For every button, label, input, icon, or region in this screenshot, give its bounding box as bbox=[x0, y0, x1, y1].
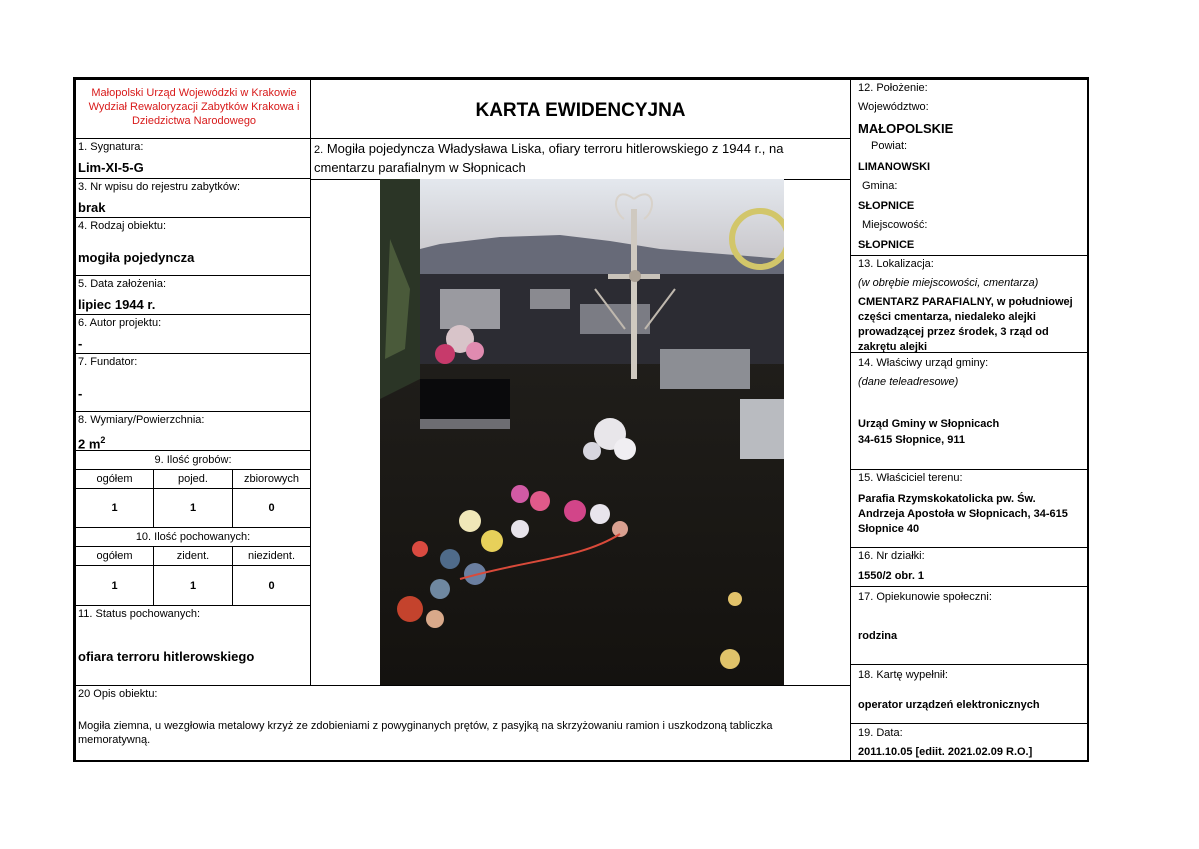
pochowani-value-2 bbox=[232, 565, 311, 606]
data-wypelnienia-cell bbox=[850, 723, 1089, 762]
groby-header-label: ogółem bbox=[96, 473, 133, 485]
status-cell bbox=[75, 605, 311, 686]
pochowani-header-label: ogółem bbox=[96, 550, 133, 562]
office-header-cell bbox=[75, 79, 311, 139]
polozenie-cell bbox=[850, 79, 1089, 256]
lokalizacja-hint: (w obrębie miejscowości, cmentarza) bbox=[858, 277, 1039, 289]
rejestr-cell bbox=[75, 178, 311, 218]
wojewodztwo-label: Województwo: bbox=[858, 101, 929, 113]
pochowani-value-1 bbox=[153, 565, 233, 606]
wlasciciel-value: Parafia Rzymskokatolicka pw. Św. Andrzeja Apostoła w Słopnicach, 34-615 Słopnice 40 bbox=[858, 493, 1068, 535]
polozenie-label: 12. Położenie: bbox=[858, 82, 928, 94]
powiat-value: LIMANOWSKI bbox=[858, 161, 931, 173]
lokalizacja-cell bbox=[850, 255, 1089, 353]
rejestr-label: 3. Nr wpisu do rejestru zabytków: bbox=[78, 181, 241, 193]
rodzaj-cell bbox=[75, 217, 311, 276]
grave-photo-image bbox=[380, 179, 784, 685]
urzad-cell bbox=[850, 352, 1089, 470]
lokalizacja-value: CMENTARZ PARAFIALNY, w południowej części cmentarza, niedaleko alejki prowadzącej przez środek, 3 rząd od zakrętu alejki bbox=[858, 296, 1073, 353]
sygnatura-value: Lim-XI-5-G bbox=[78, 160, 144, 175]
autor-value: - bbox=[78, 336, 83, 351]
opiekunowie-value: rodzina bbox=[858, 630, 898, 642]
groby-title-cell bbox=[75, 450, 311, 470]
urzad-label: 14. Właściwy urząd gminy: bbox=[858, 357, 989, 369]
lokalizacja-label: 13. Lokalizacja: bbox=[858, 258, 934, 270]
gmina-value: SŁOPNICE bbox=[858, 200, 915, 212]
dzialka-value: 1550/2 obr. 1 bbox=[858, 570, 925, 582]
data-wypelnienia-value: 2011.10.05 [ediit. 2021.02.09 R.O.] bbox=[858, 746, 1033, 758]
autor-cell bbox=[75, 314, 311, 354]
wypelnil-label: 18. Kartę wypełnił: bbox=[858, 669, 948, 681]
dzialka-label: 16. Nr działki: bbox=[858, 550, 925, 562]
object-number: 2. bbox=[314, 144, 324, 156]
opis-value: Mogiła ziemna, u wezgłowia metalowy krzyż ze zdobieniami z powyginanych prętów, z pasyjką na skrzyżowaniu ramion i uszkodzoną tabliczka memoratywną. bbox=[78, 720, 773, 746]
groby-header-label: zbiorowych bbox=[243, 473, 300, 485]
page-title: KARTA EWIDENCYJNA bbox=[475, 100, 686, 121]
object-description bbox=[314, 140, 844, 176]
wypelnil-value: operator urządzeń elektronicznych bbox=[858, 699, 1040, 711]
groby-value: 1 bbox=[111, 502, 118, 514]
wojewodztwo-value: MAŁOPOLSKIE bbox=[858, 121, 954, 136]
groby-label: 9. Ilość grobów: bbox=[154, 454, 232, 466]
groby-value: 0 bbox=[268, 502, 275, 514]
miejscowosc-value: SŁOPNICE bbox=[858, 239, 915, 251]
data-zalozenia-value: lipiec 1944 r. bbox=[78, 297, 156, 312]
title-cell bbox=[310, 79, 851, 139]
wlasciciel-label: 15. Właściciel terenu: bbox=[858, 472, 963, 484]
autor-label: 6. Autor projektu: bbox=[78, 317, 162, 329]
opiekunowie-label: 17. Opiekunowie społeczni: bbox=[858, 591, 992, 603]
rodzaj-label: 4. Rodzaj obiektu: bbox=[78, 220, 167, 232]
data-wypelnienia-label: 19. Data: bbox=[858, 727, 903, 739]
groby-value: 1 bbox=[189, 502, 197, 514]
opis-cell bbox=[75, 685, 851, 762]
wlasciciel-cell bbox=[850, 469, 1089, 548]
fundator-value: - bbox=[78, 386, 83, 401]
pochowani-title-cell bbox=[75, 527, 311, 547]
pochowani-value: 1 bbox=[189, 580, 197, 592]
groby-header-1 bbox=[153, 469, 233, 489]
wymiary-value bbox=[78, 433, 105, 451]
wymiary-label: 8. Wymiary/Powierzchnia: bbox=[78, 414, 205, 426]
opis-label: 20 Opis obiektu: bbox=[78, 688, 158, 700]
groby-value-1 bbox=[153, 488, 233, 528]
urzad-value-line2: 34-615 Słopnice, 911 bbox=[858, 434, 966, 446]
powiat-label: Powiat: bbox=[871, 140, 908, 152]
object-description-text: Mogiła pojedyncza Władysława Liska, ofiary terroru hitlerowskiego z 1944 r., na cmentarzu parafialnym w Słopnicach bbox=[314, 141, 784, 175]
fundator-label: 7. Fundator: bbox=[78, 356, 138, 368]
wypelnil-cell bbox=[850, 664, 1089, 724]
pochowani-value-0 bbox=[75, 565, 154, 606]
fundator-cell bbox=[75, 353, 311, 412]
pochowani-header-label: zident. bbox=[176, 550, 210, 562]
wymiary-exponent: 2 bbox=[100, 435, 106, 445]
pochowani-label: 10. Ilość pochowanych: bbox=[135, 531, 251, 543]
wymiary-cell bbox=[75, 411, 311, 451]
status-value: ofiara terroru hitlerowskiego bbox=[78, 649, 255, 664]
data-zalozenia-label: 5. Data założenia: bbox=[78, 278, 167, 290]
sygnatura-cell bbox=[75, 138, 311, 179]
groby-header-2 bbox=[232, 469, 311, 489]
rejestr-value: brak bbox=[78, 200, 106, 215]
urzad-hint: (dane teleadresowe) bbox=[858, 376, 959, 388]
status-label: 11. Status pochowanych: bbox=[78, 608, 201, 620]
data-zalozenia-cell bbox=[75, 275, 311, 315]
office-name: Małopolski Urząd Wojewódzki w Krakowie Wydział Rewaloryzacji Zabytków Krakowa i Dziedzictwa Narodowego bbox=[88, 87, 300, 127]
pochowani-header-label: niezident. bbox=[247, 550, 296, 562]
groby-header-label: pojed. bbox=[178, 473, 208, 485]
dzialka-cell bbox=[850, 547, 1089, 587]
grave-photo bbox=[380, 179, 784, 685]
pochowani-value: 1 bbox=[111, 580, 118, 592]
groby-value-0 bbox=[75, 488, 154, 528]
pochowani-header-1 bbox=[153, 546, 233, 566]
opiekunowie-cell bbox=[850, 586, 1089, 665]
pochowani-value: 0 bbox=[268, 580, 275, 592]
gmina-label: Gmina: bbox=[862, 180, 898, 192]
miejscowosc-label: Miejscowość: bbox=[862, 219, 928, 231]
urzad-value-line1: Urząd Gminy w Słopnicach bbox=[858, 418, 1000, 430]
sygnatura-label: 1. Sygnatura: bbox=[78, 141, 144, 153]
pochowani-header-2 bbox=[232, 546, 311, 566]
groby-value-2 bbox=[232, 488, 311, 528]
wymiary-number: 2 m bbox=[78, 436, 101, 451]
rodzaj-value: mogiła pojedyncza bbox=[78, 250, 195, 265]
groby-header-0 bbox=[75, 469, 154, 489]
pochowani-header-0 bbox=[75, 546, 154, 566]
inventory-card bbox=[73, 77, 1089, 762]
